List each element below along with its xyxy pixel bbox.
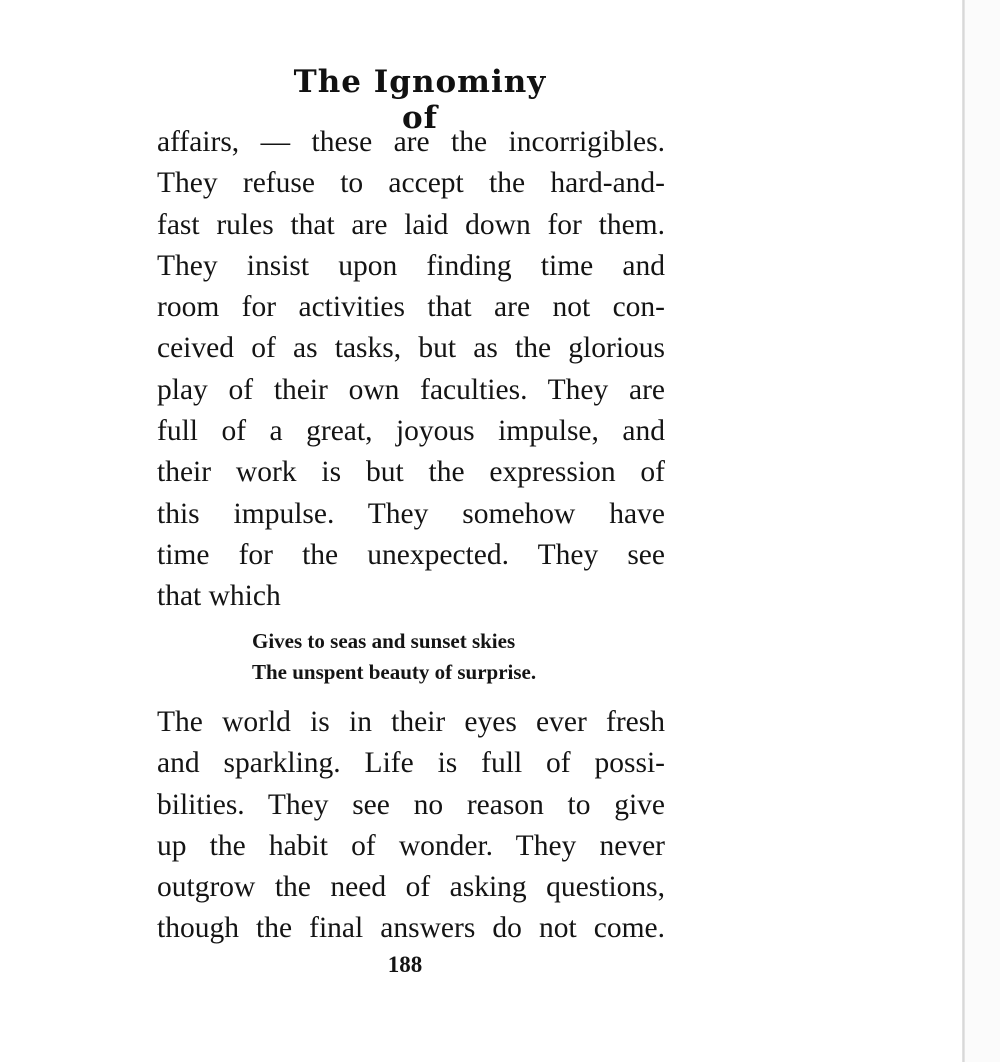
text-line: and sparkling. Life is full of possi- — [157, 747, 665, 780]
page-number: 188 — [387, 952, 423, 977]
text-line: full of a great, joyous impulse, and — [157, 415, 665, 448]
text-line: bilities. They see no reason to give — [157, 788, 665, 821]
verse-line: The unspent beauty of surprise. — [252, 660, 537, 684]
paragraph-after-verse — [157, 702, 665, 950]
text-line: time for the unexpected. They see — [157, 538, 665, 571]
page-edge-margin — [965, 0, 1000, 1062]
text-line: They insist upon finding time and — [157, 249, 665, 282]
running-title: The Ignominy of — [293, 64, 547, 136]
text-line: room for activities that are not con- — [157, 291, 665, 324]
text-line: outgrow the need of asking questions, — [157, 871, 665, 904]
verse-quotation — [252, 626, 652, 688]
text-line: though the final answers do not come. — [157, 912, 665, 945]
text-line: The world is in their eyes ever fresh — [157, 706, 665, 738]
text-line: that which — [157, 580, 281, 613]
verse-line: Gives to seas and sunset skies — [252, 629, 516, 653]
text-line: fast rules that are laid down for them. — [157, 208, 665, 241]
text-line: this impulse. They somehow have — [157, 497, 665, 530]
text-line: affairs, — these are the incorrigibles. — [157, 126, 665, 158]
paragraph-before-verse — [157, 122, 665, 618]
text-line: They refuse to accept the hard-and- — [157, 167, 665, 200]
text-line: their work is but the expression of — [157, 456, 665, 489]
text-line: ceived of as tasks, but as the glorious — [157, 332, 665, 365]
text-line: up the habit of wonder. They never — [157, 829, 665, 862]
text-line: play of their own faculties. They are — [157, 373, 665, 406]
